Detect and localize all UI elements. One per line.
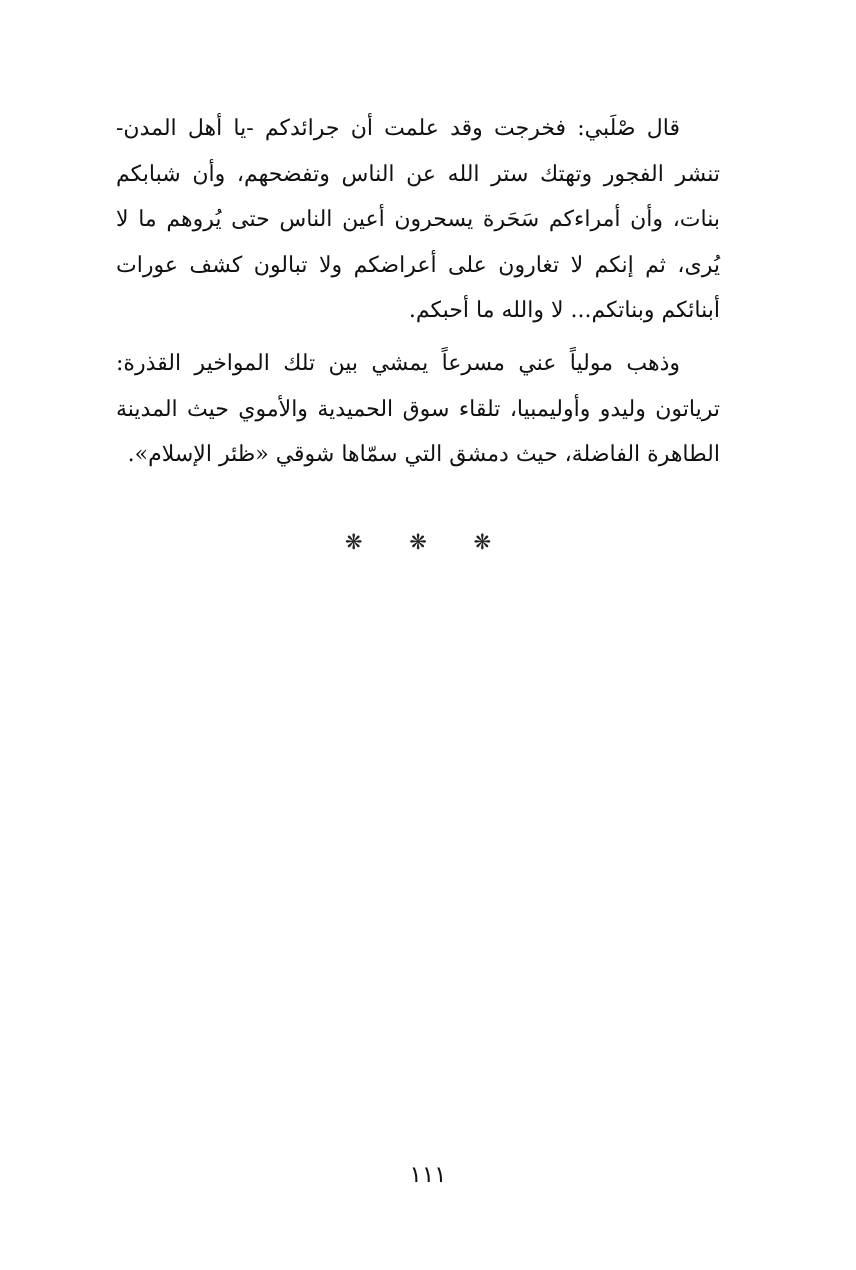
section-separator: ❋ ❋ ❋ <box>344 530 512 554</box>
paragraph-2 <box>116 341 720 478</box>
paragraph-1-text: قال صْلَبي: فخرجت وقد علمت أن جرائدكم -يا أهل المدن- تنشر الفجور وتهتك ستر الله عن الناس وتفضحهم، وأن شبابكم بنات، وأن أمراءكم سَحَرة يسحرون أعين الناس حتى يُروهم ما لا يُرى، ثم إنكم لا تغارون على أعراضكم ولا تبالون كشف عورات أبنائكم وبناتكم... لا والله ما أحبكم. <box>116 116 720 323</box>
page-number: ١١١ <box>409 1162 447 1188</box>
paragraph-2-text: وذهب مولياً عني مسرعاً يمشي بين تلك المواخير القذرة: ترياتون وليدو وأوليمبيا، تلقاء سوق الحميدية والأموي حيث المدينة الطاهرة الفاضلة، حيث دمشق التي سمّاها شوقي «ظئر الإسلام». <box>116 351 720 467</box>
paragraph-1 <box>116 106 720 334</box>
